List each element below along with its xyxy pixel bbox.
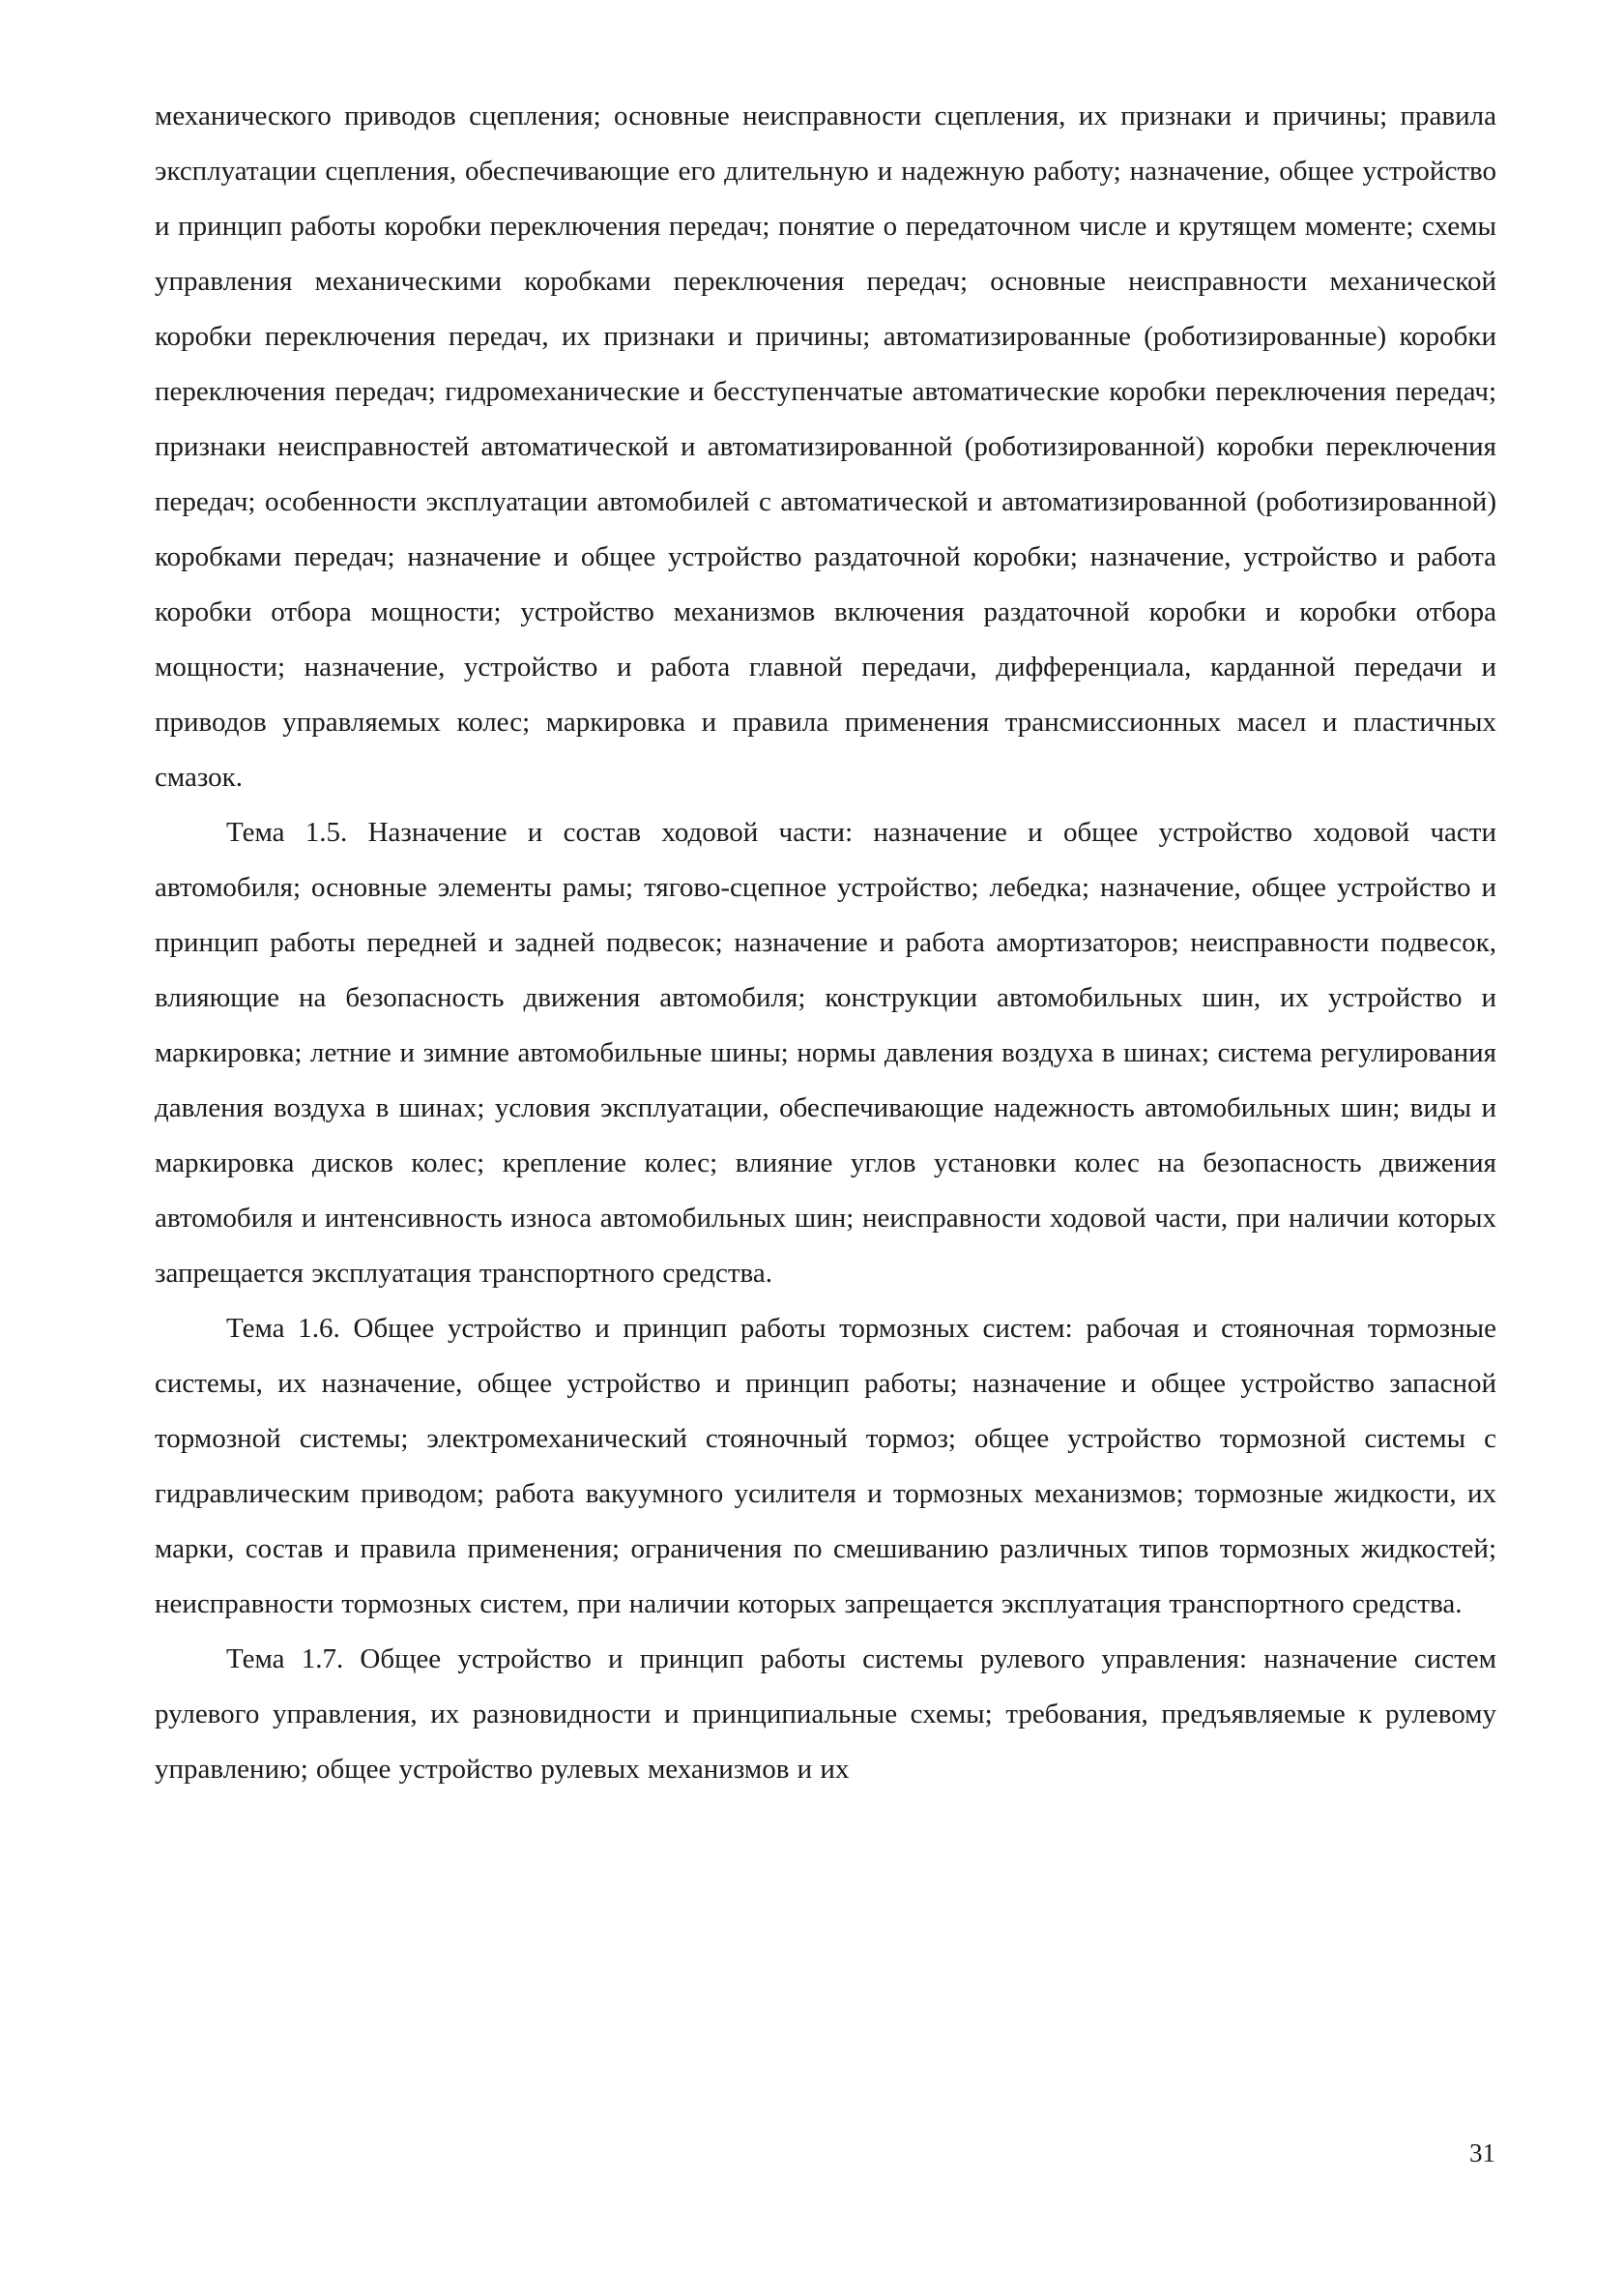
text-block — [155, 89, 1496, 1797]
page-number: 31 — [1469, 2138, 1495, 2167]
paragraph-transmission: механического приводов сцепления; основные неисправности сцепления, их признаки и причины; правила эксплуатации сцепления, обеспечивающие его длительную и надежную работу; назначение, общее устройство и принцип работы коробки переключения передач; понятие о передаточном числе и крутящем моменте; схемы управления механическими коробками переключения передач; основные неисправности механической коробки переключения передач, их признаки и причины; автоматизированные (роботизированные) коробки переключения передач; гидромеханические и бесступенчатые автоматические коробки переключения передач; признаки неисправностей автоматической и автоматизированной (роботизированной) коробки переключения передач; особенности эксплуатации автомобилей с автоматической и автоматизированной (роботизированной) коробками передач; назначение и общее устройство раздаточной коробки; назначение, устройство и работа коробки отбора мощности; устройство механизмов включения раздаточной коробки и коробки отбора мощности; назначение, устройство и работа главной передачи, дифференциала, карданной передачи и приводов управляемых колес; маркировка и правила применения трансмиссионных масел и пластичных смазок. — [155, 101, 1496, 793]
paragraph-tema-1-7: Тема 1.7. Общее устройство и принцип работы системы рулевого управления: назначение систем рулевого управления, их разновидности и принципиальные схемы; требования, предъявляемые к рулевому управлению; общее устройство рулевых механизмов и их — [155, 1643, 1496, 1785]
paragraph-tema-1-6: Тема 1.6. Общее устройство и принцип работы тормозных систем: рабочая и стояночная тормозные системы, их назначение, общее устройство и принцип работы; назначение и общее устройство запасной тормозной системы; электромеханический стояночный тормоз; общее устройство тормозной системы с гидравлическим приводом; работа вакуумного усилителя и тормозных механизмов; тормозные жидкости, их марки, состав и правила применения; ограничения по смешиванию различных типов тормозных жидкостей; неисправности тормозных систем, при наличии которых запрещается эксплуатация транспортного средства. — [155, 1313, 1496, 1619]
paragraph-tema-1-5: Тема 1.5. Назначение и состав ходовой части: назначение и общее устройство ходовой части автомобиля; основные элементы рамы; тягово-сцепное устройство; лебедка; назначение, общее устройство и принцип работы передней и задней подвесок; назначение и работа амортизаторов; неисправности подвесок, влияющие на безопасность движения автомобиля; конструкции автомобильных шин, их устройство и маркировка; летние и зимние автомобильные шины; нормы давления воздуха в шинах; система регулирования давления воздуха в шинах; условия эксплуатации, обеспечивающие надежность автомобильных шин; виды и маркировка дисков колес; крепление колес; влияние углов установки колес на безопасность движения автомобиля и интенсивность износа автомобильных шин; неисправности ходовой части, при наличии которых запрещается эксплуатация транспортного средства. — [155, 817, 1496, 1289]
